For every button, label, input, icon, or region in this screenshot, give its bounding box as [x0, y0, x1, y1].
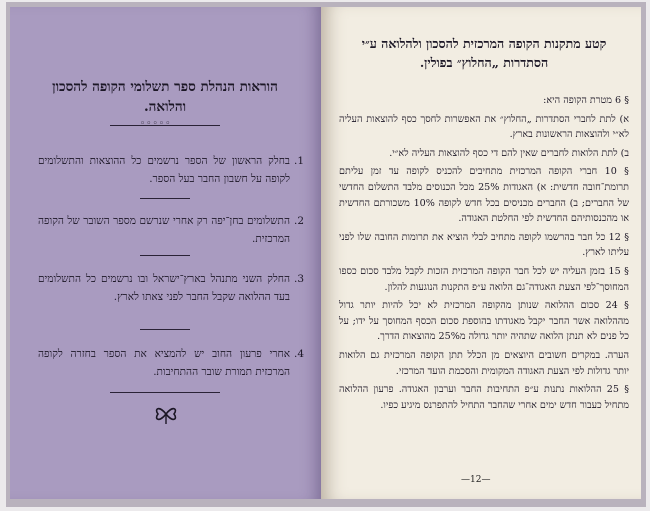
separator [140, 198, 190, 199]
paragraph: § 10 חברי הקופה המרכזית מתחיבים להכניס לקופה עד זמן עליתם תרומת־חובה חדשית: א) האגודות 25% מכל הכנוסים מלבד התשלום החדשי של החברים; ב) החברים מכניסים בכל חדש לקופה 10% משכורתם החדשית או מהכנסותיהם החדשית לפי החלטת האגודה. [339, 166, 629, 225]
item-text: בחלק הראשון של הספר נרשמים כל ההוצאות והתשלומים לקופה על חשבון החבר בעל הספר. [38, 155, 290, 185]
instruction-item-1 [38, 152, 304, 188]
emblem-icon [153, 403, 179, 425]
right-page-title: קטע מתקנות הקופה המרכזית להסכון ולהלואה ע״י הסתדרות „החלוץ״ בפולין. [361, 36, 607, 70]
paragraph: § 6 מטרת הקופה היא: [543, 95, 629, 106]
item-text: אחרי פרעון החוב יש להמציא את הספר בחזרה לקופה המרכזית תמורת שובר ההתחיבות. [38, 348, 290, 378]
instruction-item-2 [38, 212, 304, 248]
paragraph: ב) לתת הלואות לחברים שאין להם די כסף להוצאות העליה לא״י. [389, 147, 629, 159]
item-number: 1. [293, 155, 304, 167]
instruction-item-3 [38, 270, 304, 306]
item-number: 2. [293, 215, 304, 227]
item-text: החלק השני מתנהל בארץ־ישראל ובו נרשמים כל התשלומים בעד ההלואה שקבל החבר לפני צאתו לארץ. [38, 273, 290, 303]
page-number: —12— [461, 475, 491, 485]
paragraph: § 15 בזמן העליה יש לכל חבר הקופה המרכזית הזכות לקבל מלבד סכום כספו המחוסך־לפי הצעת האגודה־גם הלואה ע״פ התקנות הנוגעות להלון. [339, 265, 629, 293]
paragraph: § 25 ההלואות נתנות ע״פ התחיבות החבר וערבון האגודה. פרעון ההלואה מתחיל כעבור חדש ימים אחרי שהחבר התחיל להתפרנס מיגיע כפיו. [339, 384, 629, 411]
instruction-item-4 [38, 345, 304, 381]
right-page [321, 7, 641, 499]
paragraph: הערה. במקרים חשובים היוצאים מן הכלל תתן הקופה המרכזית גם הלואות יותר גדולות לפי הצעת האגודה המקומית והסכמת הועד המרכזי. [339, 349, 629, 377]
statute-text [339, 93, 629, 416]
paragraph: § 12 כל חבר בהרשמו לקופה מתחיב לבלי הוציא את תרומות החובה שלו לפני עליתו לארץ. [339, 231, 629, 259]
separator [140, 329, 190, 330]
title-ornament: ◦◦◦◦◦ [140, 119, 172, 129]
separator [140, 255, 190, 256]
paragraph: § 24 סכום ההלואה שנותן מהקופה המרכזית לא יכל להיות יותר גדול מההלואה אשר החבר יקבל מאגודתו בהוספת סכום הכסף המחוסך על ידו; על כל פנים לא תנתן הלואה שתהיה יותר גדולה מ25% מהוצאות הדרך. [339, 300, 629, 343]
paragraph: א) לתת לחברי הסתדרות „החלוץ״ את האפשרות לחסך כסף להוצאות העליה לא״י ולהוצאות הראשונות בארץ. [339, 113, 629, 141]
bottom-rule [110, 392, 220, 393]
item-number: 4. [293, 348, 304, 360]
left-page [10, 7, 321, 499]
title-rule [110, 125, 220, 126]
left-page-title: הוראות הנהלת ספר תשלומי הקופה להסכון והלואה. [52, 79, 278, 115]
item-text: התשלומים בחן־יפה רק אחרי שנרשם מספר השובר של הקופה המרכזית. [38, 215, 290, 245]
item-number: 3. [293, 273, 304, 285]
